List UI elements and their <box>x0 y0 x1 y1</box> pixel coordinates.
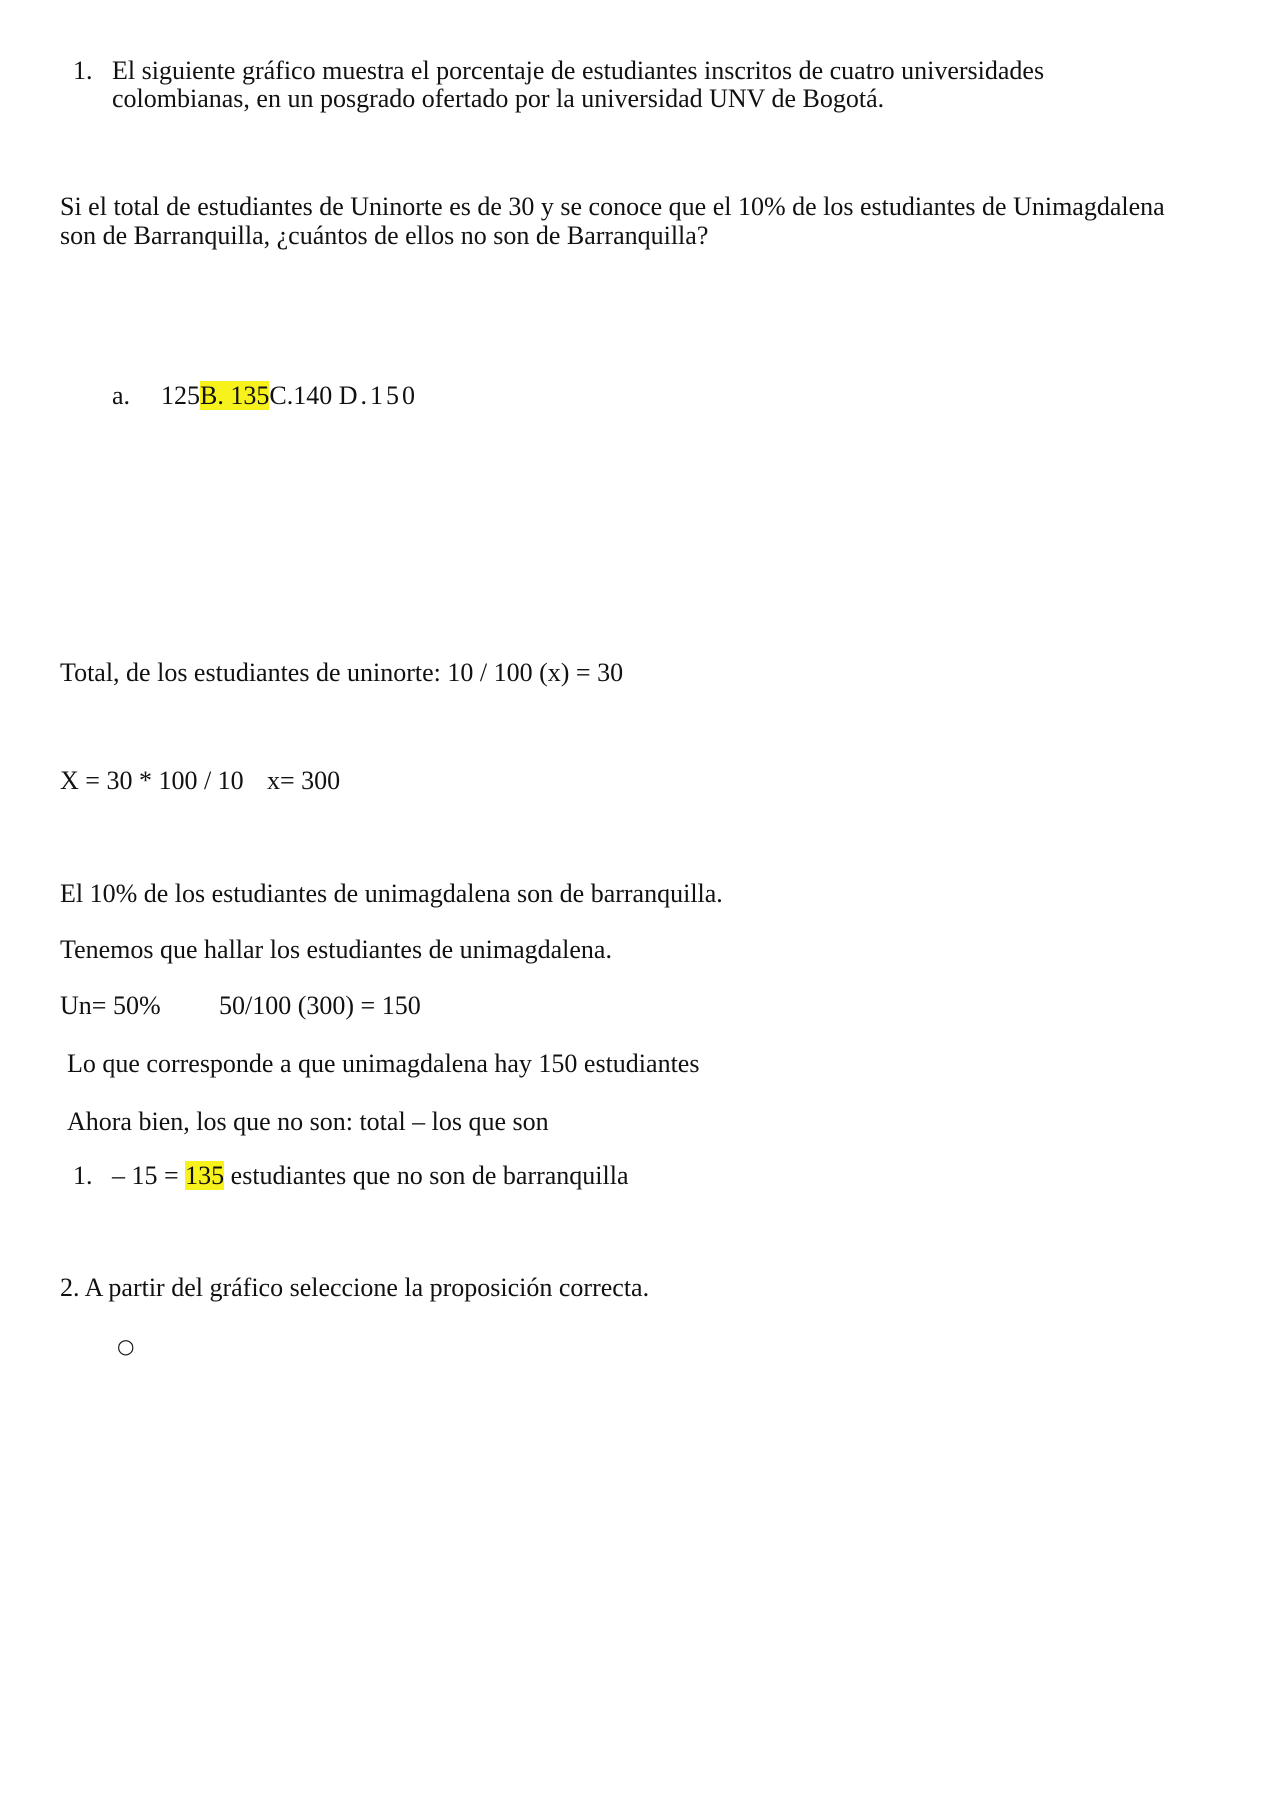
question1-number: 1. <box>73 56 93 85</box>
question1-text-line1: El siguiente gráfico muestra el porcentaje de estudiantes inscritos de cuatro universidades <box>112 56 1045 85</box>
work-line-result-number: 1. <box>73 1161 93 1190</box>
result-subtraction: – 15 = <box>112 1161 179 1190</box>
option-c: C.140 <box>269 381 333 410</box>
work-line-unimagdalena-total: Lo que corresponde a que unimagdalena hay 150 estudiantes <box>67 1049 700 1078</box>
prompt-line1: Si el total de estudiantes de Uninorte es de 30 y se conoce que el 10% de los estudiantes de Unimagdalena <box>60 192 1165 221</box>
option-a: 125 <box>161 381 201 410</box>
work-line-x-result: x= 300 <box>267 766 341 795</box>
work-line-result <box>112 1161 629 1190</box>
answer-options <box>112 381 418 410</box>
work-line-ten-percent: El 10% de los estudiantes de unimagdalena son de barranquilla. <box>60 879 723 908</box>
work-line-total: Total, de los estudiantes de uninorte: 10 / 100 (x) = 30 <box>60 658 624 687</box>
result-description: estudiantes que no son de barranquilla <box>230 1161 629 1190</box>
prompt-line2: son de Barranquilla, ¿cuántos de ellos no son de Barranquilla? <box>60 221 709 250</box>
work-line-x-calc: X = 30 * 100 / 10 <box>60 766 244 795</box>
option-b-highlighted: B. 135 <box>200 381 270 410</box>
question1-text-line2: colombianas, en un posgrado ofertado por la universidad UNV de Bogotá. <box>112 84 885 113</box>
options-marker: a. <box>112 381 131 410</box>
work-line-now: Ahora bien, los que no son: total – los que son <box>67 1107 549 1136</box>
option-d: D.150 <box>338 381 419 410</box>
work-line-find-students: Tenemos que hallar los estudiantes de unimagdalena. <box>60 935 612 964</box>
work-line-un-calc: 50/100 (300) = 150 <box>219 991 421 1020</box>
question2-empty-bullet: ○ <box>117 1334 135 1358</box>
question2-text: 2. A partir del gráfico seleccione la proposición correcta. <box>60 1273 650 1302</box>
result-answer-highlighted: 135 <box>185 1161 225 1190</box>
work-line-un-percent: Un= 50% <box>60 991 161 1020</box>
